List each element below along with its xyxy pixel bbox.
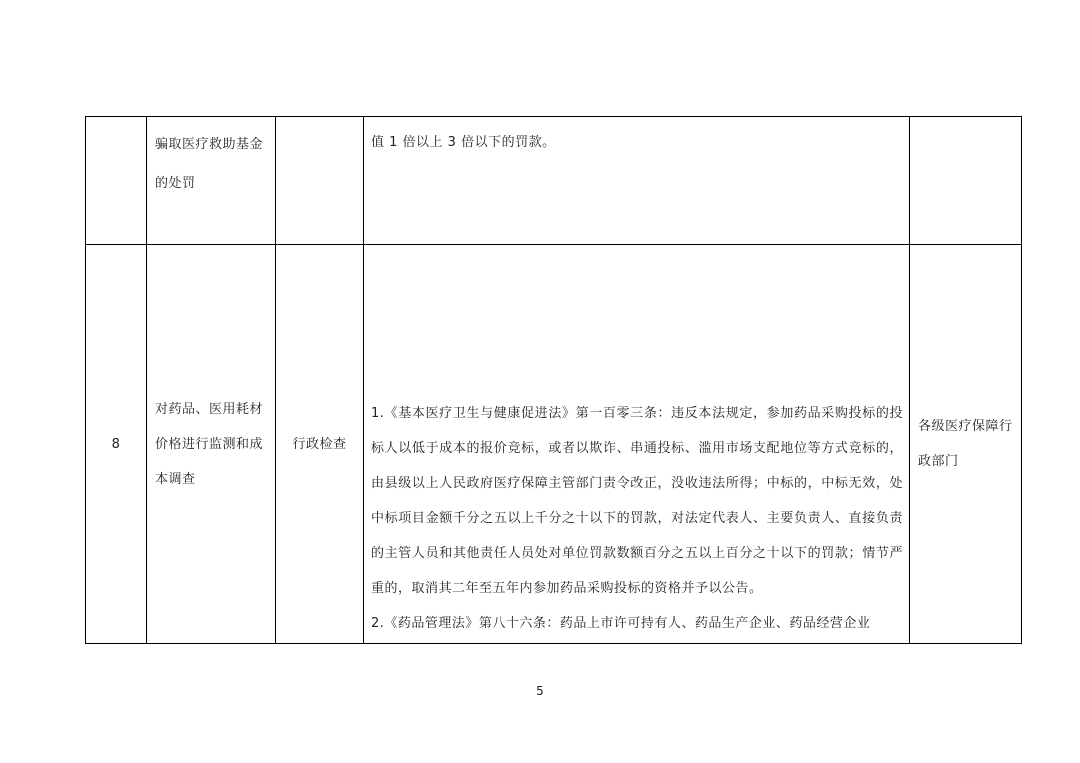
cell-type: 行政检查 — [276, 245, 364, 644]
cell-number: 8 — [86, 245, 147, 644]
basis-paragraph-2: 2.《药品管理法》第八十六条：药品上市许可持有人、药品生产企业、药品经营企业 — [371, 616, 871, 631]
cell-item — [147, 245, 276, 644]
document-table — [85, 116, 1022, 644]
table-row — [86, 117, 1022, 245]
cell-department — [910, 117, 1022, 245]
item-text: 对药品、医用耗材价格进行监测和成本调查 — [155, 401, 264, 487]
cell-basis — [364, 117, 910, 245]
cell-type — [276, 117, 364, 245]
department-text: 各级医疗保障行政部门 — [918, 419, 1013, 469]
page-number: 5 — [536, 684, 544, 698]
basis-paragraph-1: 1.《基本医疗卫生与健康促进法》第一百零三条：违反本法规定，参加药品采购投标的投标人以低于成本的报价竞标，或者以欺诈、串通投标、滥用市场支配地位等方式竞标的，由县级以上人民政府医疗保障主管部门责令改正，没收违法所得；中标的，中标无效，处中标项目金额千分之五以上千分之十以下的罚款，对法定代表人、主要负责人、直接负责的主管人员和其他责任人员处对单位罚款数额百分之五以上百分之十以下的罚款；情节严重的，取消其二年至五年内参加药品采购投标的资格并予以公告。 — [371, 406, 903, 596]
table-row — [86, 245, 1022, 644]
basis-wrap — [364, 245, 909, 643]
basis-text: 值 1 倍以上 3 倍以下的罚款。 — [371, 135, 556, 150]
item-text: 骗取医疗救助基金的处罚 — [155, 137, 264, 191]
cell-basis — [364, 245, 910, 644]
cell-item — [147, 117, 276, 245]
cell-department — [910, 245, 1022, 644]
cell-number — [86, 117, 147, 245]
